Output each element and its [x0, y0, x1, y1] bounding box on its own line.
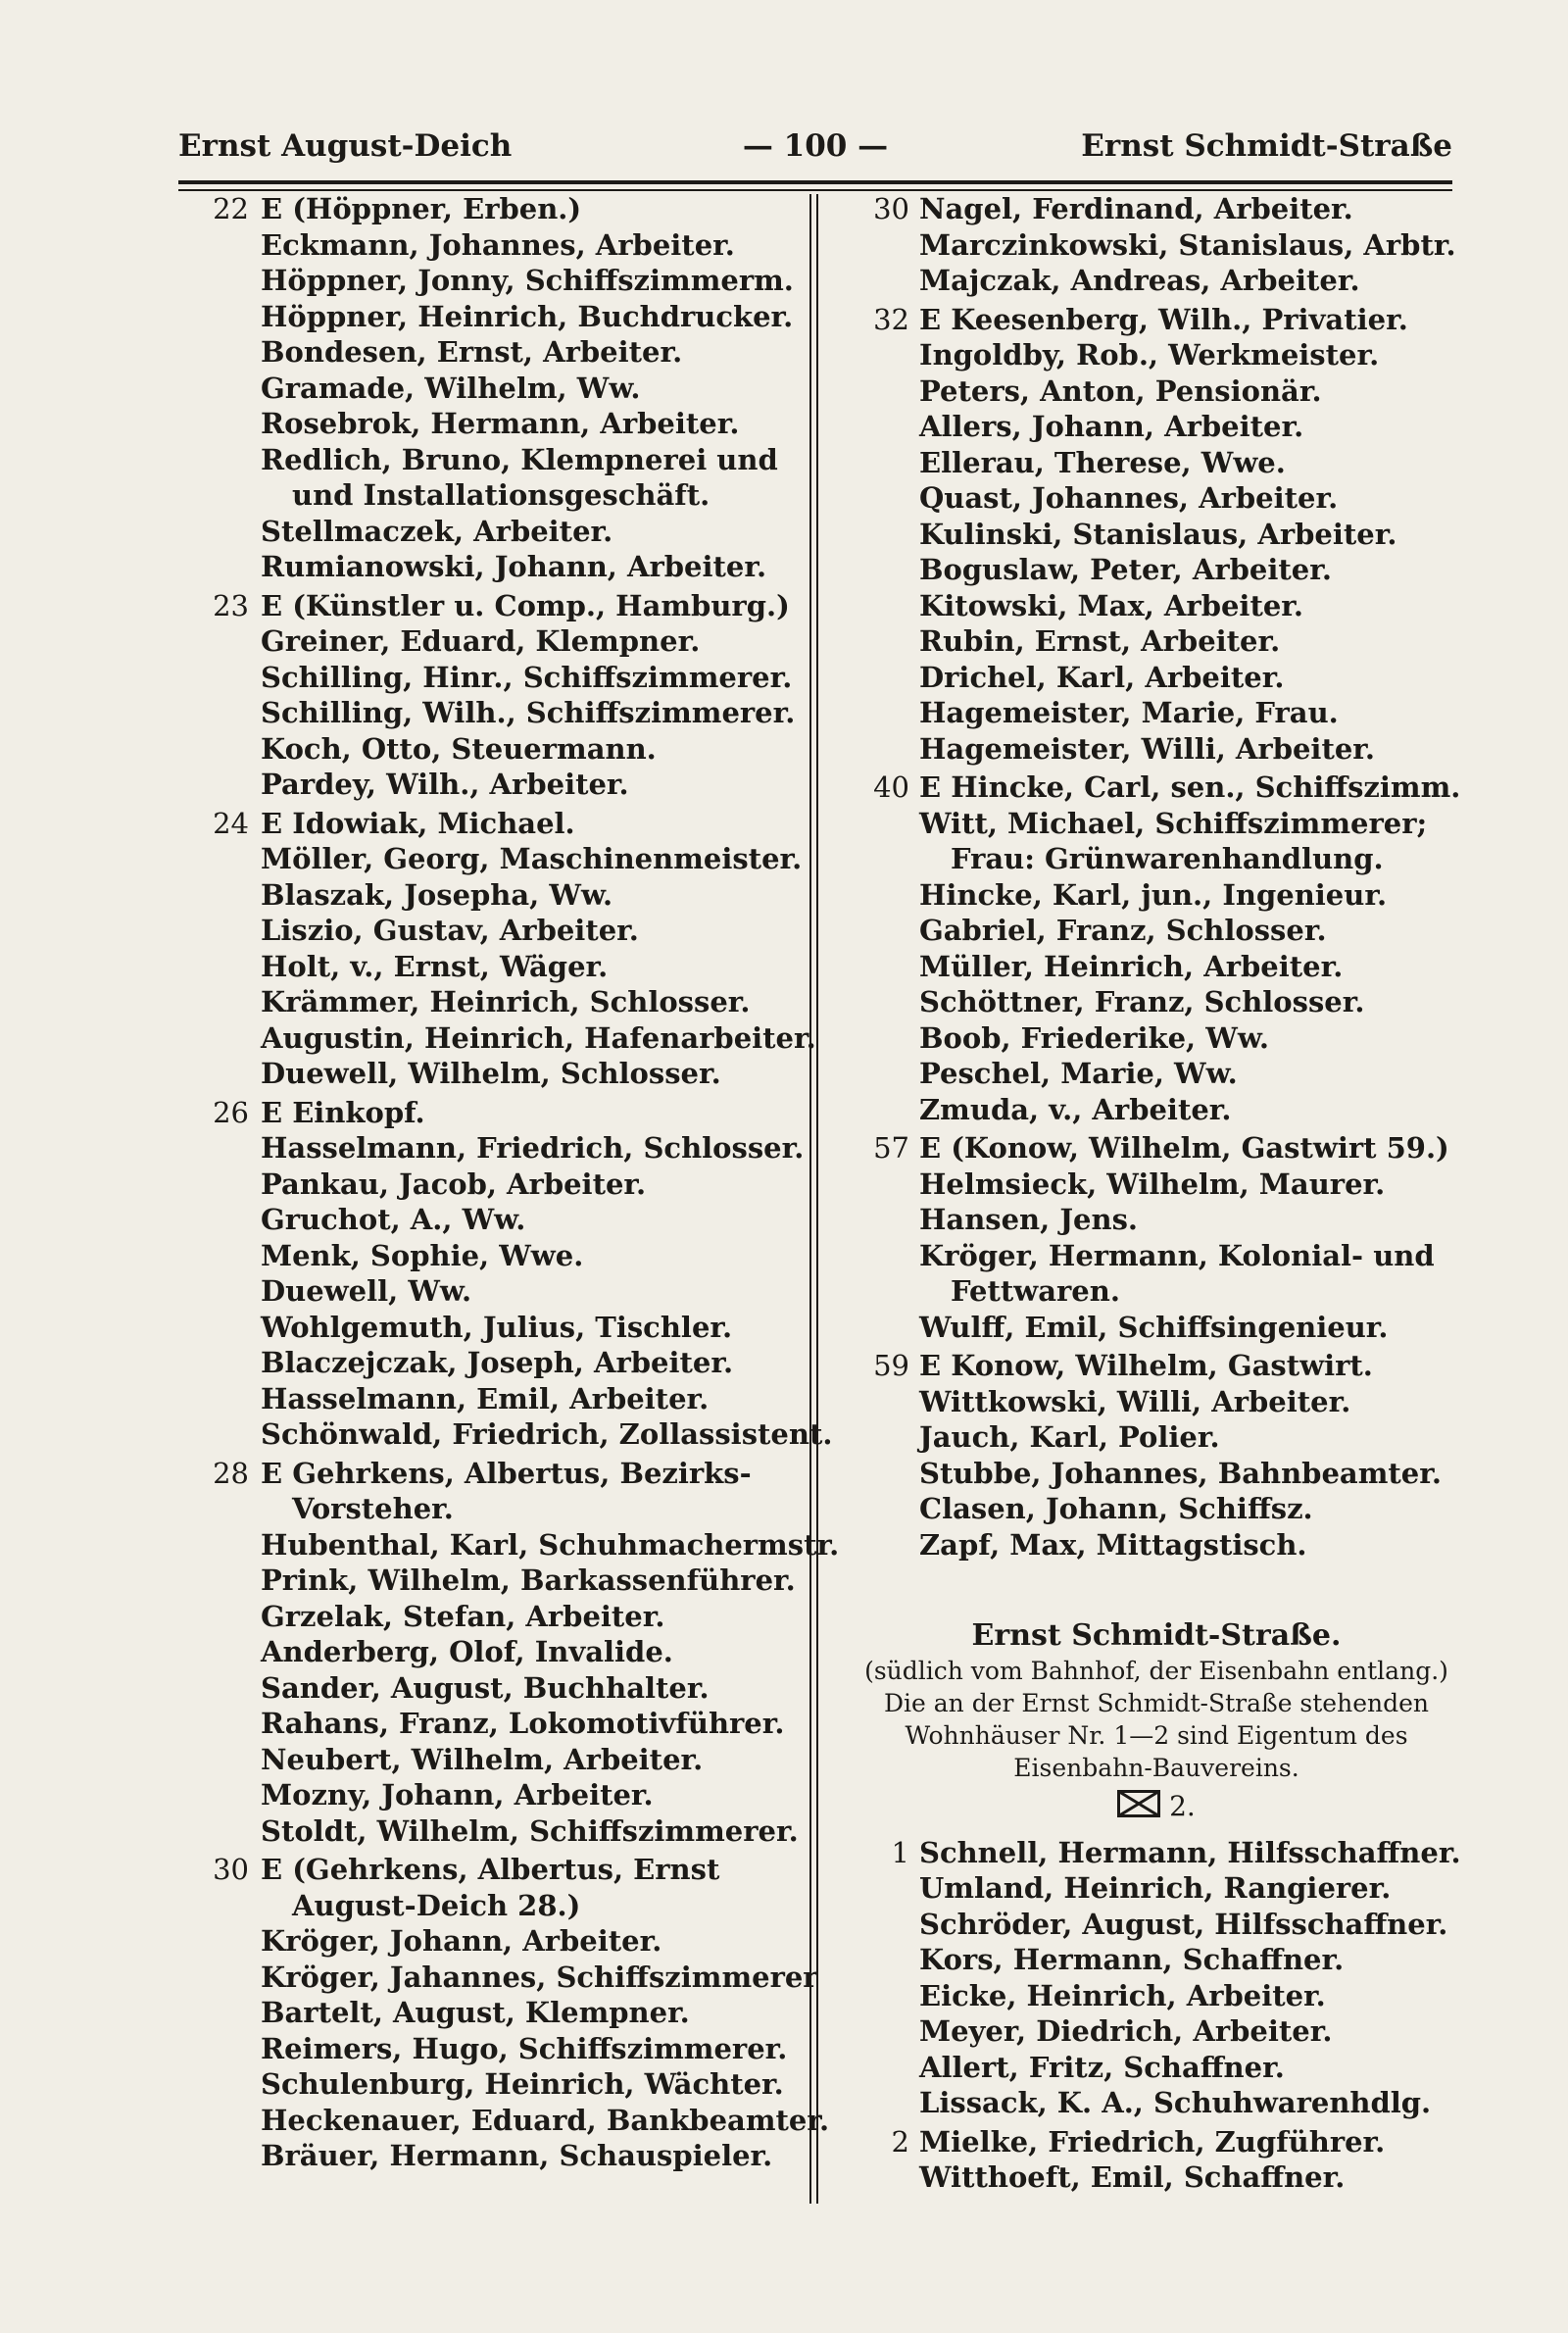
house-owner-line: E (Künstler u. Comp., Hamburg.): [261, 588, 790, 622]
resident-line: Rubin, Ernst, Arbeiter.: [919, 624, 1281, 658]
resident-line: Bondesen, Ernst, Arbeiter.: [261, 335, 683, 369]
house-entry: [843, 191, 1470, 299]
resident-line: Bräuer, Hermann, Schauspieler.: [261, 2139, 773, 2172]
resident-line: Schröder, August, Hilfsschaffner.: [919, 1907, 1448, 1941]
resident-line: Müller, Heinrich, Arbeiter.: [919, 949, 1344, 983]
house-owner-line: E Keesenberg, Wilh., Privatier.: [919, 302, 1408, 336]
resident-line: Pankau, Jacob, Arbeiter.: [261, 1166, 647, 1201]
resident-line: Prink, Wilhelm, Barkassenführer.: [261, 1564, 796, 1597]
house-number: 28: [213, 1456, 249, 1490]
resident-line: Peschel, Marie, Ww.: [919, 1057, 1238, 1090]
house-entry: [184, 1852, 830, 2174]
resident-line: Drichel, Karl, Arbeiter.: [919, 660, 1285, 694]
resident-line: Hasselmann, Emil, Arbeiter.: [261, 1381, 710, 1415]
resident-line: Kröger, Hermann, Kolonial- und: [919, 1238, 1435, 1272]
resident-line: Majczak, Andreas, Arbeiter.: [919, 264, 1360, 297]
resident-line: Eicke, Heinrich, Arbeiter.: [919, 1978, 1326, 2012]
resident-line: Eckmann, Johannes, Arbeiter.: [261, 227, 735, 262]
house-owner-line: Schnell, Hermann, Hilfsschaffner.: [919, 1835, 1461, 1869]
resident-line: Möller, Georg, Maschinenmeister.: [261, 842, 803, 875]
resident-line: Hasselmann, Friedrich, Schlosser.: [261, 1131, 805, 1165]
resident-line: Kors, Hermann, Schaffner.: [919, 1943, 1345, 1976]
resident-line: Koch, Otto, Steuermann.: [261, 731, 657, 766]
right-entries: [843, 191, 1470, 1563]
house-entry: [184, 588, 811, 803]
resident-line: Blaszak, Josepha, Ww.: [261, 877, 613, 912]
resident-line: Reimers, Hugo, Schiffszimmerer.: [261, 2031, 788, 2065]
right-column: [843, 191, 1470, 2199]
house-owner-line: E Konow, Wilhelm, Gastwirt.: [919, 1349, 1373, 1382]
house-owner-line: E (Höppner, Erben.): [261, 192, 582, 225]
resident-line: Schulenburg, Heinrich, Wächter.: [261, 2067, 784, 2101]
house-owner-line: E Hincke, Carl, sen., Schiffszimm.: [919, 770, 1461, 804]
resident-line: und Installationsgeschäft.: [292, 478, 710, 512]
resident-line: Hagemeister, Willi, Arbeiter.: [919, 731, 1376, 766]
header-right: Ernst Schmidt-Straße: [1081, 128, 1452, 164]
resident-line: Marczinkowski, Stanislaus, Arbtr.: [919, 227, 1456, 262]
resident-line: Gabriel, Franz, Schlosser.: [919, 914, 1327, 947]
house-number: 32: [873, 302, 909, 336]
street-title: Ernst Schmidt-Straße.: [971, 1618, 1342, 1653]
house-owner-line: E (Gehrkens, Albertus, Ernst: [261, 1853, 720, 1886]
house-entry: [184, 1095, 833, 1453]
house-number: 26: [213, 1095, 249, 1129]
resident-line: Grzelak, Stefan, Arbeiter.: [261, 1599, 665, 1633]
resident-line: Quast, Johannes, Arbeiter.: [919, 481, 1339, 515]
resident-line: Ellerau, Therese, Wwe.: [919, 445, 1286, 479]
resident-line: Rahans, Franz, Lokomotivführer.: [261, 1707, 785, 1740]
resident-line: Neubert, Wilhelm, Arbeiter.: [261, 1742, 704, 1776]
resident-line: Vorsteher.: [292, 1492, 454, 1525]
house-owner-line: Mielke, Friedrich, Zugführer.: [919, 2124, 1386, 2159]
resident-line: Lissack, K. A., Schuhwarenhdlg.: [919, 2086, 1432, 2119]
house-number: 40: [873, 770, 909, 804]
resident-line: Stubbe, Johannes, Bahnbeamter.: [919, 1456, 1442, 1490]
resident-line: Mozny, Johann, Arbeiter.: [261, 1778, 654, 1812]
house-owner-line: E Idowiak, Michael.: [261, 806, 575, 840]
resident-line: Jauch, Karl, Polier.: [919, 1420, 1220, 1454]
resident-line: Bartelt, August, Klempner.: [261, 1996, 690, 2029]
postal-district-number: 2.: [1169, 1790, 1196, 1822]
postal-district: [843, 1788, 1470, 1827]
resident-line: Gruchot, A., Ww.: [261, 1203, 526, 1236]
house-number: 59: [873, 1349, 909, 1382]
header-rule: [178, 180, 1452, 184]
resident-line: Witthoeft, Emil, Schaffner.: [919, 2160, 1346, 2194]
street-description: [843, 1655, 1470, 1784]
resident-line: Redlich, Bruno, Klempnerei und: [261, 442, 778, 476]
resident-line: Zmuda, v., Arbeiter.: [919, 1092, 1232, 1126]
house-owner-line: E Gehrkens, Albertus, Bezirks-: [261, 1456, 752, 1490]
envelope-icon: [1117, 1790, 1160, 1827]
resident-line: Frau: Grünwarenhandlung.: [951, 842, 1384, 875]
resident-line: Wohlgemuth, Julius, Tischler.: [261, 1310, 733, 1344]
house-owner-line: E Einkopf.: [261, 1095, 425, 1129]
resident-line: Liszio, Gustav, Arbeiter.: [261, 914, 639, 947]
resident-line: Hagemeister, Marie, Frau.: [919, 696, 1339, 729]
resident-line: Greiner, Eduard, Klempner.: [261, 624, 701, 658]
column-divider-second: [816, 194, 818, 2204]
resident-line: Blaczejczak, Joseph, Arbeiter.: [261, 1346, 734, 1379]
house-number: 57: [873, 1131, 909, 1165]
resident-line: Hansen, Jens.: [919, 1203, 1139, 1236]
house-number: 22: [213, 192, 249, 225]
resident-line: Hubenthal, Karl, Schuhmachermstr.: [261, 1527, 840, 1562]
house-entry: [843, 2124, 1470, 2196]
left-column: [184, 191, 840, 2177]
resident-line: August-Deich 28.): [292, 1888, 581, 1922]
house-entry: [184, 1456, 840, 1850]
resident-line: Schilling, Wilh., Schiffszimmerer.: [261, 696, 796, 729]
resident-line: Kitowski, Max, Arbeiter.: [919, 588, 1304, 622]
house-owner-line: E (Konow, Wilhelm, Gastwirt 59.): [919, 1131, 1449, 1165]
house-number: 30: [873, 192, 909, 225]
house-owner-line: Nagel, Ferdinand, Arbeiter.: [919, 192, 1353, 225]
resident-line: Ingoldby, Rob., Werkmeister.: [919, 338, 1380, 372]
resident-line: Menk, Sophie, Wwe.: [261, 1238, 584, 1272]
resident-line: Stellmaczek, Arbeiter.: [261, 514, 613, 548]
resident-line: Gramade, Wilhelm, Ww.: [261, 371, 641, 405]
resident-line: Kröger, Jahannes, Schiffszimmerer: [261, 1960, 818, 1994]
street-description-line: Wohnhäuser Nr. 1—2 sind Eigentum des: [905, 1721, 1408, 1750]
street-description-line: (südlich vom Bahnhof, der Eisenbahn entlang.): [864, 1657, 1448, 1685]
page-number: — 100 —: [742, 128, 889, 164]
house-number: 23: [213, 588, 249, 622]
house-number: 2: [891, 2124, 909, 2159]
house-entry: [843, 1130, 1470, 1345]
resident-line: Boguslaw, Peter, Arbeiter.: [919, 553, 1332, 586]
house-number: 30: [213, 1853, 249, 1886]
header-left: Ernst August-Deich: [178, 128, 513, 164]
resident-line: Boob, Friederike, Ww.: [919, 1020, 1269, 1055]
resident-line: Pardey, Wilh., Arbeiter.: [261, 768, 629, 801]
resident-line: Kulinski, Stanislaus, Arbeiter.: [919, 517, 1397, 551]
street-entries: [843, 1835, 1470, 2196]
house-number: 1: [891, 1835, 909, 1869]
resident-line: Witt, Michael, Schiffszimmerer;: [919, 806, 1428, 840]
resident-line: Fettwaren.: [951, 1274, 1120, 1308]
house-entry: [184, 806, 816, 1092]
resident-line: Clasen, Johann, Schiffsz.: [919, 1492, 1313, 1525]
house-entry: [843, 302, 1470, 768]
resident-line: Schönwald, Friedrich, Zollassistent.: [261, 1417, 833, 1451]
house-entry: [843, 1835, 1470, 2121]
running-header: [178, 128, 1452, 174]
resident-line: Holt, v., Ernst, Wäger.: [261, 949, 609, 983]
resident-line: Sander, August, Buchhalter.: [261, 1670, 710, 1705]
resident-line: Anderberg, Olof, Invalide.: [261, 1635, 673, 1668]
resident-line: Krämmer, Heinrich, Schlosser.: [261, 985, 751, 1018]
resident-line: Höppner, Heinrich, Buchdrucker.: [261, 299, 794, 333]
house-entry: [184, 191, 811, 585]
resident-line: Hincke, Karl, jun., Ingenieur.: [919, 877, 1388, 912]
resident-line: Rosebrok, Hermann, Arbeiter.: [261, 407, 740, 440]
resident-line: Duewell, Ww.: [261, 1274, 472, 1308]
resident-line: Stoldt, Wilhelm, Schiffszimmerer.: [261, 1813, 799, 1848]
resident-line: Duewell, Wilhelm, Schlosser.: [261, 1057, 721, 1090]
resident-line: Allert, Fritz, Schaffner.: [919, 2050, 1285, 2084]
resident-line: Allers, Johann, Arbeiter.: [919, 410, 1304, 443]
resident-line: Augustin, Heinrich, Hafenarbeiter.: [261, 1020, 816, 1055]
resident-line: Wittkowski, Willi, Arbeiter.: [919, 1384, 1351, 1418]
resident-line: Wulff, Emil, Schiffsingenieur.: [919, 1310, 1389, 1344]
resident-line: Kröger, Johann, Arbeiter.: [261, 1924, 662, 1958]
house-number: 24: [213, 806, 249, 840]
house-entry: [843, 1348, 1470, 1563]
resident-line: Helmsieck, Wilhelm, Maurer.: [919, 1166, 1386, 1201]
resident-line: Rumianowski, Johann, Arbeiter.: [261, 550, 767, 583]
street-description-line: Eisenbahn-Bauvereins.: [1013, 1754, 1299, 1782]
resident-line: Zapf, Max, Mittagstisch.: [919, 1527, 1307, 1562]
resident-line: Heckenauer, Eduard, Bankbeamter.: [261, 2103, 830, 2137]
resident-line: Schöttner, Franz, Schlosser.: [919, 985, 1365, 1018]
resident-line: Meyer, Diedrich, Arbeiter.: [919, 2014, 1333, 2048]
resident-line: Schilling, Hinr., Schiffszimmerer.: [261, 660, 793, 694]
resident-line: Umland, Heinrich, Rangierer.: [919, 1871, 1392, 1905]
street-description-line: Die an der Ernst Schmidt-Straße stehenden: [883, 1689, 1430, 1717]
house-entry: [843, 769, 1470, 1127]
resident-line: Peters, Anton, Pensionär.: [919, 373, 1322, 408]
resident-line: Höppner, Jonny, Schiffszimmerm.: [261, 264, 794, 297]
